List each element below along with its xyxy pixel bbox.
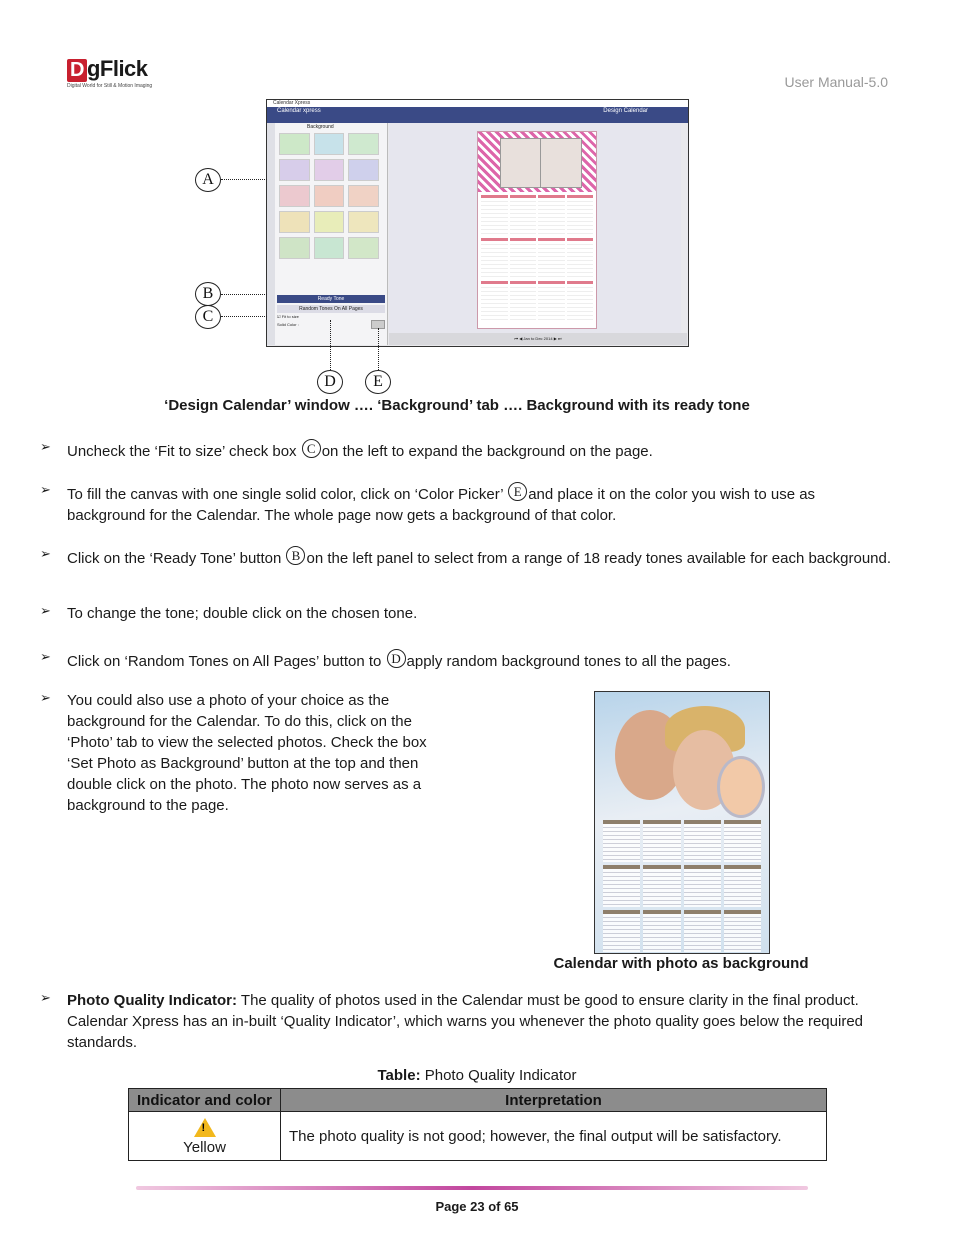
bullet-text: Uncheck the ‘Fit to size’ check box bbox=[67, 443, 297, 460]
random-tones-button[interactable]: Random Tones On All Pages bbox=[277, 305, 385, 313]
calendar-page bbox=[477, 131, 597, 329]
callout-e: E bbox=[365, 370, 391, 394]
vertical-tabs bbox=[267, 123, 275, 345]
month-block bbox=[603, 820, 640, 862]
photo-background-calendar-image bbox=[594, 691, 770, 954]
date-range: Jan to Dec 2014 bbox=[523, 336, 553, 341]
tone-swatch[interactable] bbox=[348, 237, 379, 259]
footer-divider bbox=[136, 1186, 808, 1190]
bullet-text: To change the tone; double click on the chosen tone. bbox=[67, 605, 418, 622]
indicator-cell bbox=[129, 1112, 281, 1161]
first-page-icon[interactable]: ⏮ bbox=[514, 336, 519, 341]
month-block bbox=[538, 195, 565, 236]
ref-callout: E bbox=[508, 482, 527, 501]
bullet-text: on the left panel to select from a range of 18 ready tones available for each background. bbox=[306, 550, 892, 567]
month-block bbox=[603, 865, 640, 907]
bullet-bold-text: Photo Quality Indicator: bbox=[67, 992, 238, 1009]
quality-indicator-table bbox=[128, 1088, 827, 1161]
table-header-indicator: Indicator and color bbox=[129, 1089, 281, 1112]
background-tab-label: Background bbox=[307, 124, 334, 130]
month-block bbox=[510, 281, 537, 322]
arrow-bullet-icon: ➢ bbox=[40, 649, 51, 664]
bullet-text: Click on ‘Random Tones on All Pages’ button to bbox=[67, 653, 382, 670]
tone-swatch[interactable] bbox=[348, 185, 379, 207]
arrow-bullet-icon: ➢ bbox=[40, 990, 51, 1005]
tone-swatch[interactable] bbox=[314, 237, 345, 259]
tone-swatch[interactable] bbox=[279, 133, 310, 155]
tone-swatch[interactable] bbox=[348, 211, 379, 233]
month-block bbox=[684, 910, 721, 952]
bullet-text: You could also use a photo of your choice as the background for the Calendar. To do this, click on the ‘Photo’ tab to view the selected photos. Check the box ‘Set Photo as Background’ button at the top and then double click on the photo. The photo now serves as a background to the page. bbox=[67, 692, 427, 814]
window-title: Calendar Xpress bbox=[267, 100, 688, 107]
arrow-bullet-icon: ➢ bbox=[40, 690, 51, 705]
ref-callout: C bbox=[302, 439, 321, 458]
next-page-icon[interactable]: ▶ bbox=[553, 336, 557, 341]
ref-callout: B bbox=[286, 546, 305, 565]
month-block bbox=[724, 910, 761, 952]
callout-e-line bbox=[378, 328, 379, 370]
callout-d-line bbox=[330, 320, 331, 370]
month-block bbox=[643, 820, 680, 862]
logo-text: gFlick bbox=[86, 56, 148, 81]
callout-d: D bbox=[317, 370, 343, 394]
fit-to-size-label: Fit to size bbox=[281, 314, 299, 319]
page-number: Page 23 of 65 bbox=[435, 1199, 519, 1214]
month-block bbox=[481, 195, 508, 236]
month-block bbox=[538, 281, 565, 322]
tone-swatch[interactable] bbox=[279, 159, 310, 181]
photo-frame bbox=[540, 138, 582, 188]
tone-swatch[interactable] bbox=[314, 185, 345, 207]
month-block bbox=[567, 281, 594, 322]
arrow-bullet-icon: ➢ bbox=[40, 546, 51, 561]
bullet-text: apply random background tones to all the pages. bbox=[406, 653, 731, 670]
month-block bbox=[567, 195, 594, 236]
callout-a: A bbox=[195, 168, 221, 192]
month-block bbox=[684, 820, 721, 862]
last-page-icon[interactable]: ⏭ bbox=[557, 336, 562, 341]
month-block bbox=[603, 910, 640, 952]
tone-swatch[interactable] bbox=[314, 211, 345, 233]
dgflick-logo bbox=[67, 56, 167, 90]
callout-c-line bbox=[221, 316, 267, 317]
month-block bbox=[684, 865, 721, 907]
figure-caption-2: Calendar with photo as background bbox=[553, 955, 809, 972]
month-block bbox=[724, 820, 761, 862]
design-calendar-screenshot bbox=[266, 99, 689, 347]
tone-swatch[interactable] bbox=[279, 211, 310, 233]
table-caption-bold: Table: bbox=[377, 1067, 421, 1084]
photo-frame bbox=[500, 138, 542, 188]
table-caption-text: Photo Quality Indicator bbox=[424, 1067, 577, 1084]
bullet-text: To fill the canvas with one single solid color, click on ‘Color Picker’ bbox=[67, 486, 504, 503]
logo-letter: D bbox=[67, 59, 87, 82]
month-block bbox=[538, 238, 565, 279]
month-grid bbox=[478, 192, 596, 325]
tone-swatch[interactable] bbox=[348, 133, 379, 155]
arrow-bullet-icon: ➢ bbox=[40, 603, 51, 618]
bullet-text: Click on the ‘Ready Tone’ button bbox=[67, 550, 282, 567]
month-block bbox=[510, 195, 537, 236]
calendar-canvas[interactable] bbox=[389, 123, 681, 333]
bullet-text: The quality of photos used in the Calendar must be good to ensure clarity in the final product. Calendar Xpress has an in-built ‘Quality Indicator’, which warns you whenever the photo quality goes below the required standards. bbox=[67, 992, 864, 1051]
table-caption bbox=[0, 1067, 954, 1084]
interpretation-cell: The photo quality is not good; however, the final output will be satisfactory. bbox=[281, 1112, 827, 1161]
month-block bbox=[481, 238, 508, 279]
child-photo-oval bbox=[717, 756, 765, 818]
tone-swatch[interactable] bbox=[279, 185, 310, 207]
bullet-text: and place it on the color you wish to use as background for the Calendar. The whole page now gets a background of that color. bbox=[67, 486, 816, 524]
callout-b: B bbox=[195, 282, 221, 306]
tone-swatch[interactable] bbox=[279, 237, 310, 259]
bullet-text: on the left to expand the background on the page. bbox=[321, 443, 653, 460]
arrow-bullet-icon: ➢ bbox=[40, 439, 51, 454]
arrow-bullet-icon: ➢ bbox=[40, 482, 51, 497]
tone-swatch[interactable] bbox=[314, 159, 345, 181]
page-navigation-bar bbox=[389, 333, 687, 345]
app-bar bbox=[267, 107, 688, 123]
warning-icon: ! bbox=[194, 1118, 216, 1137]
callout-a-line bbox=[221, 179, 267, 180]
table-header-interpretation: Interpretation bbox=[281, 1089, 827, 1112]
app-name: Calendar xpress bbox=[277, 108, 321, 114]
calendar-month-grid bbox=[603, 820, 761, 952]
tone-swatch[interactable] bbox=[348, 159, 379, 181]
month-block bbox=[510, 238, 537, 279]
indicator-color: Yellow bbox=[183, 1139, 226, 1156]
tone-swatch-grid bbox=[279, 133, 379, 259]
solid-color-label: Solid Color : bbox=[277, 322, 299, 327]
ready-tone-button[interactable]: Ready Tone bbox=[277, 295, 385, 303]
table-row bbox=[129, 1112, 827, 1161]
tone-swatch[interactable] bbox=[314, 133, 345, 155]
left-panel bbox=[267, 123, 388, 345]
fit-to-size-checkbox[interactable]: ☑ Fit to size bbox=[277, 314, 299, 319]
chevron-header bbox=[478, 132, 596, 192]
figure-caption-1: ‘Design Calendar’ window …. ‘Background’ tab …. Background with its ready tone bbox=[164, 397, 750, 414]
ref-callout: D bbox=[387, 649, 406, 668]
month-block bbox=[643, 865, 680, 907]
prev-page-icon[interactable]: ◀ bbox=[519, 336, 523, 341]
callout-b-line bbox=[221, 294, 267, 295]
month-block bbox=[567, 238, 594, 279]
logo-tagline: Digital World for Still & Motion Imaging bbox=[67, 83, 153, 89]
manual-label: User Manual-5.0 bbox=[784, 74, 888, 90]
month-block bbox=[724, 865, 761, 907]
month-block bbox=[481, 281, 508, 322]
panel-title: Design Calendar bbox=[603, 108, 648, 114]
callout-c: C bbox=[195, 305, 221, 329]
month-block bbox=[643, 910, 680, 952]
